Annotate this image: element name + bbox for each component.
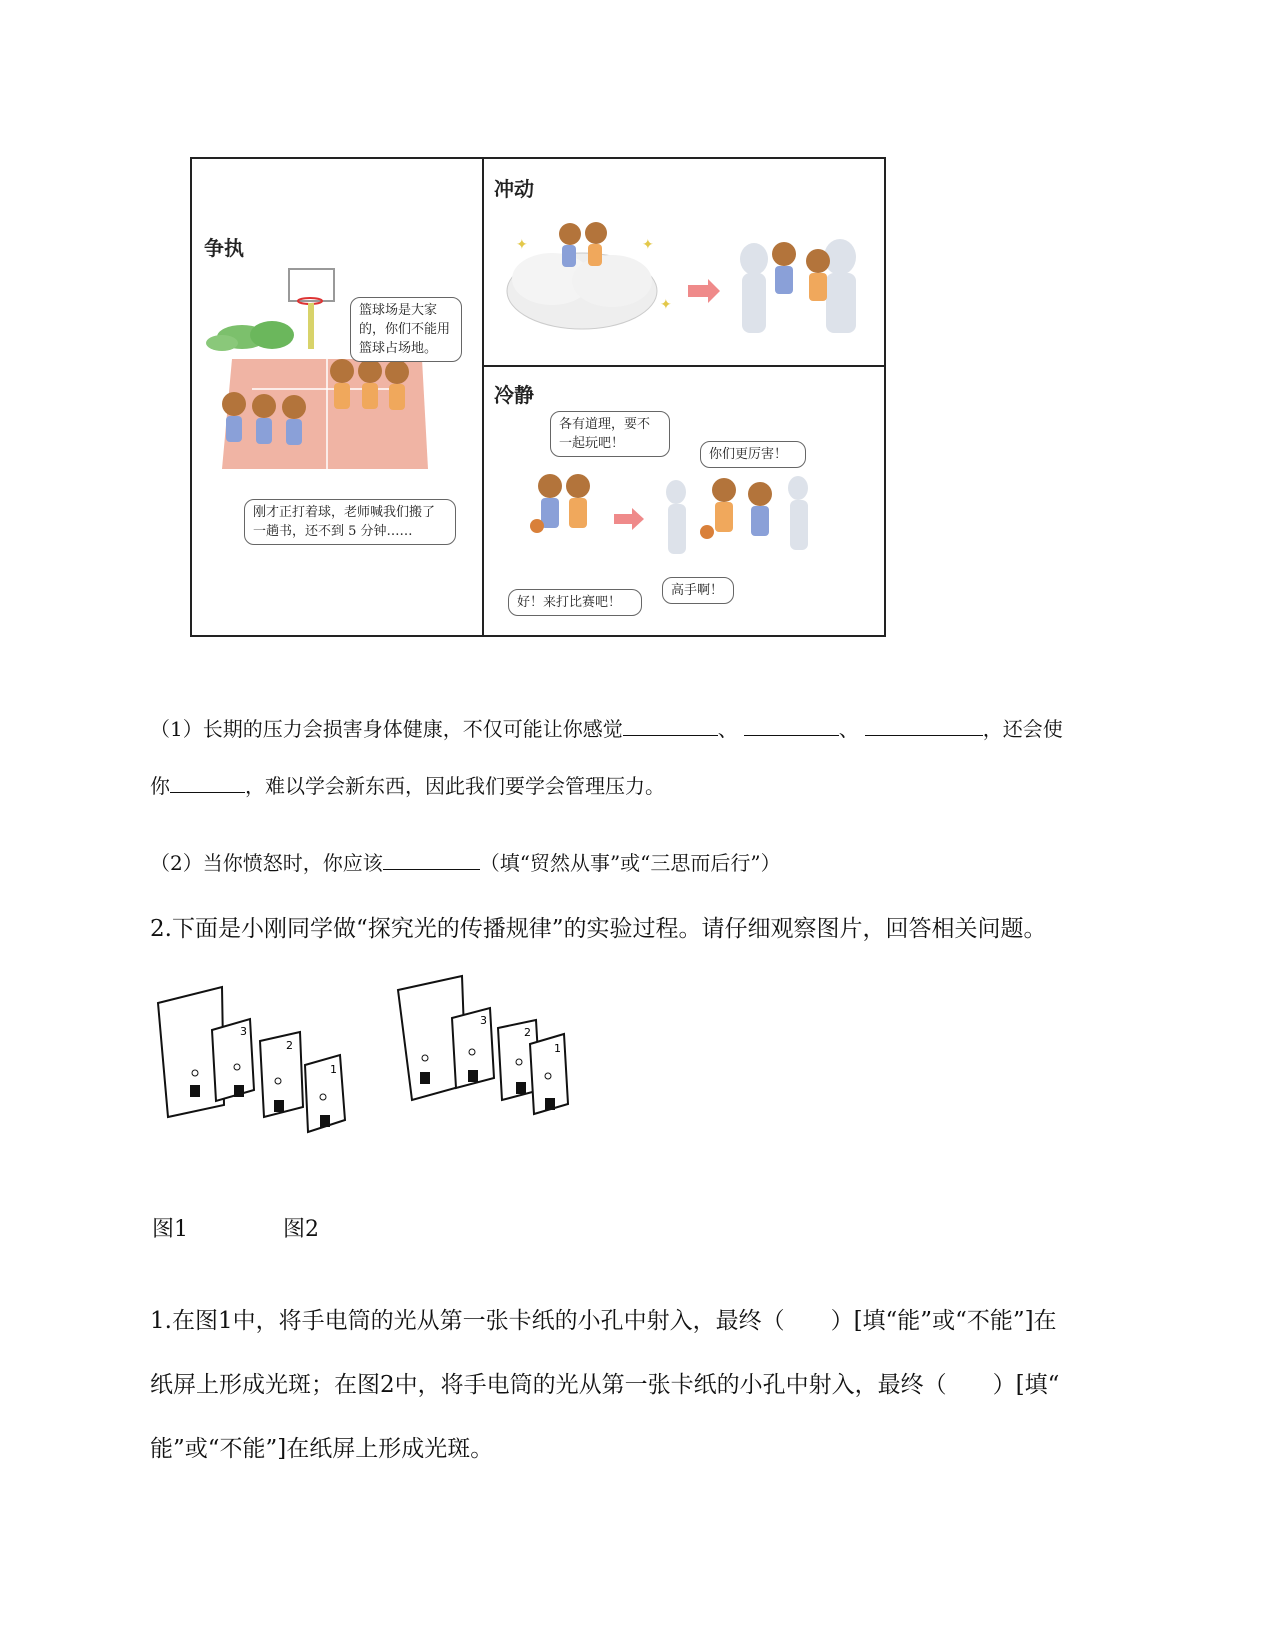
speech-bubble-match: 好！来打比赛吧！ bbox=[508, 589, 642, 616]
panel-divider-vertical bbox=[482, 159, 484, 635]
q2-title: 2.下面是小刚同学做“探究光的传播规律”的实验过程。请仔细观察图片，回答相关问题。 bbox=[150, 916, 1047, 942]
speech-bubble-together: 各有道理，要不一起玩吧！ bbox=[550, 411, 670, 457]
q1-part1-line1 bbox=[150, 713, 1063, 742]
panel-divider-horizontal bbox=[482, 365, 884, 367]
q2-sub1-line3: 能”或“不能”]在纸屏上形成光斑。 bbox=[150, 1436, 494, 1462]
q1-part1-text-a: （1）长期的压力会损害身体健康，不仅可能让你感觉 bbox=[150, 717, 623, 741]
calm-play-illustration bbox=[492, 464, 882, 584]
card-number: 2 bbox=[286, 1039, 293, 1052]
answer-blank-5[interactable] bbox=[383, 849, 480, 870]
panel-title-calm: 冷静 bbox=[494, 383, 534, 407]
comic-figure bbox=[190, 157, 886, 637]
experiment-figure-2 bbox=[390, 970, 600, 1135]
card-number: 3 bbox=[240, 1025, 247, 1038]
q1-part1-text-c: 你 bbox=[150, 774, 170, 798]
q1-part1-text-b: ，还会使 bbox=[982, 717, 1063, 741]
q1-part1-text-d: ，难以学会新东西，因此我们要学会管理压力。 bbox=[245, 774, 665, 798]
q2-sub1-line2: 纸屏上形成光斑；在图2中，将手电筒的光从第一张卡纸的小孔中射入，最终（ ）[填“ bbox=[150, 1372, 1060, 1398]
panel-title-impulse: 冲动 bbox=[494, 177, 534, 201]
speech-bubble-praise: 你们更厉害！ bbox=[700, 441, 806, 468]
speech-bubble-court: 篮球场是大家的，你们不能用篮球占场地。 bbox=[350, 297, 462, 362]
separator: 、 bbox=[838, 717, 859, 741]
svg-text:✦: ✦ bbox=[516, 237, 528, 253]
q2-sub1-line1: 1.在图1中，将手电筒的光从第一张卡纸的小孔中射入，最终（ ）[填“能”或“不能”]在 bbox=[150, 1308, 1057, 1334]
card-number: 3 bbox=[480, 1014, 487, 1027]
svg-text:✦: ✦ bbox=[660, 297, 672, 313]
impulse-fight-illustration bbox=[492, 199, 882, 359]
q1-part1-line2 bbox=[150, 770, 665, 799]
q1-part2-text-b: （填“贸然从事”或“三思而后行”） bbox=[479, 851, 781, 875]
separator: 、 bbox=[717, 717, 738, 741]
q1-part2-text-a: （2）当你愤怒时，你应该 bbox=[150, 851, 383, 875]
card-number: 2 bbox=[524, 1026, 531, 1039]
answer-blank-2[interactable] bbox=[744, 715, 839, 736]
card-number: 1 bbox=[330, 1063, 337, 1076]
panel-title-dispute: 争执 bbox=[204, 236, 244, 260]
answer-blank-4[interactable] bbox=[170, 772, 245, 793]
q1-part2-line bbox=[150, 847, 781, 876]
answer-blank-3[interactable] bbox=[865, 715, 983, 736]
svg-text:✦: ✦ bbox=[642, 237, 654, 253]
figure-2-label: 图2 bbox=[283, 1217, 319, 1242]
card-number: 1 bbox=[554, 1042, 561, 1055]
speech-bubble-late: 刚才正打着球，老师喊我们搬了一趟书，还不到 5 分钟…… bbox=[244, 499, 456, 545]
speech-bubble-master: 高手啊！ bbox=[662, 577, 734, 604]
figure-1-label: 图1 bbox=[152, 1217, 188, 1242]
experiment-figure-1 bbox=[150, 975, 360, 1145]
answer-blank-1[interactable] bbox=[623, 715, 718, 736]
